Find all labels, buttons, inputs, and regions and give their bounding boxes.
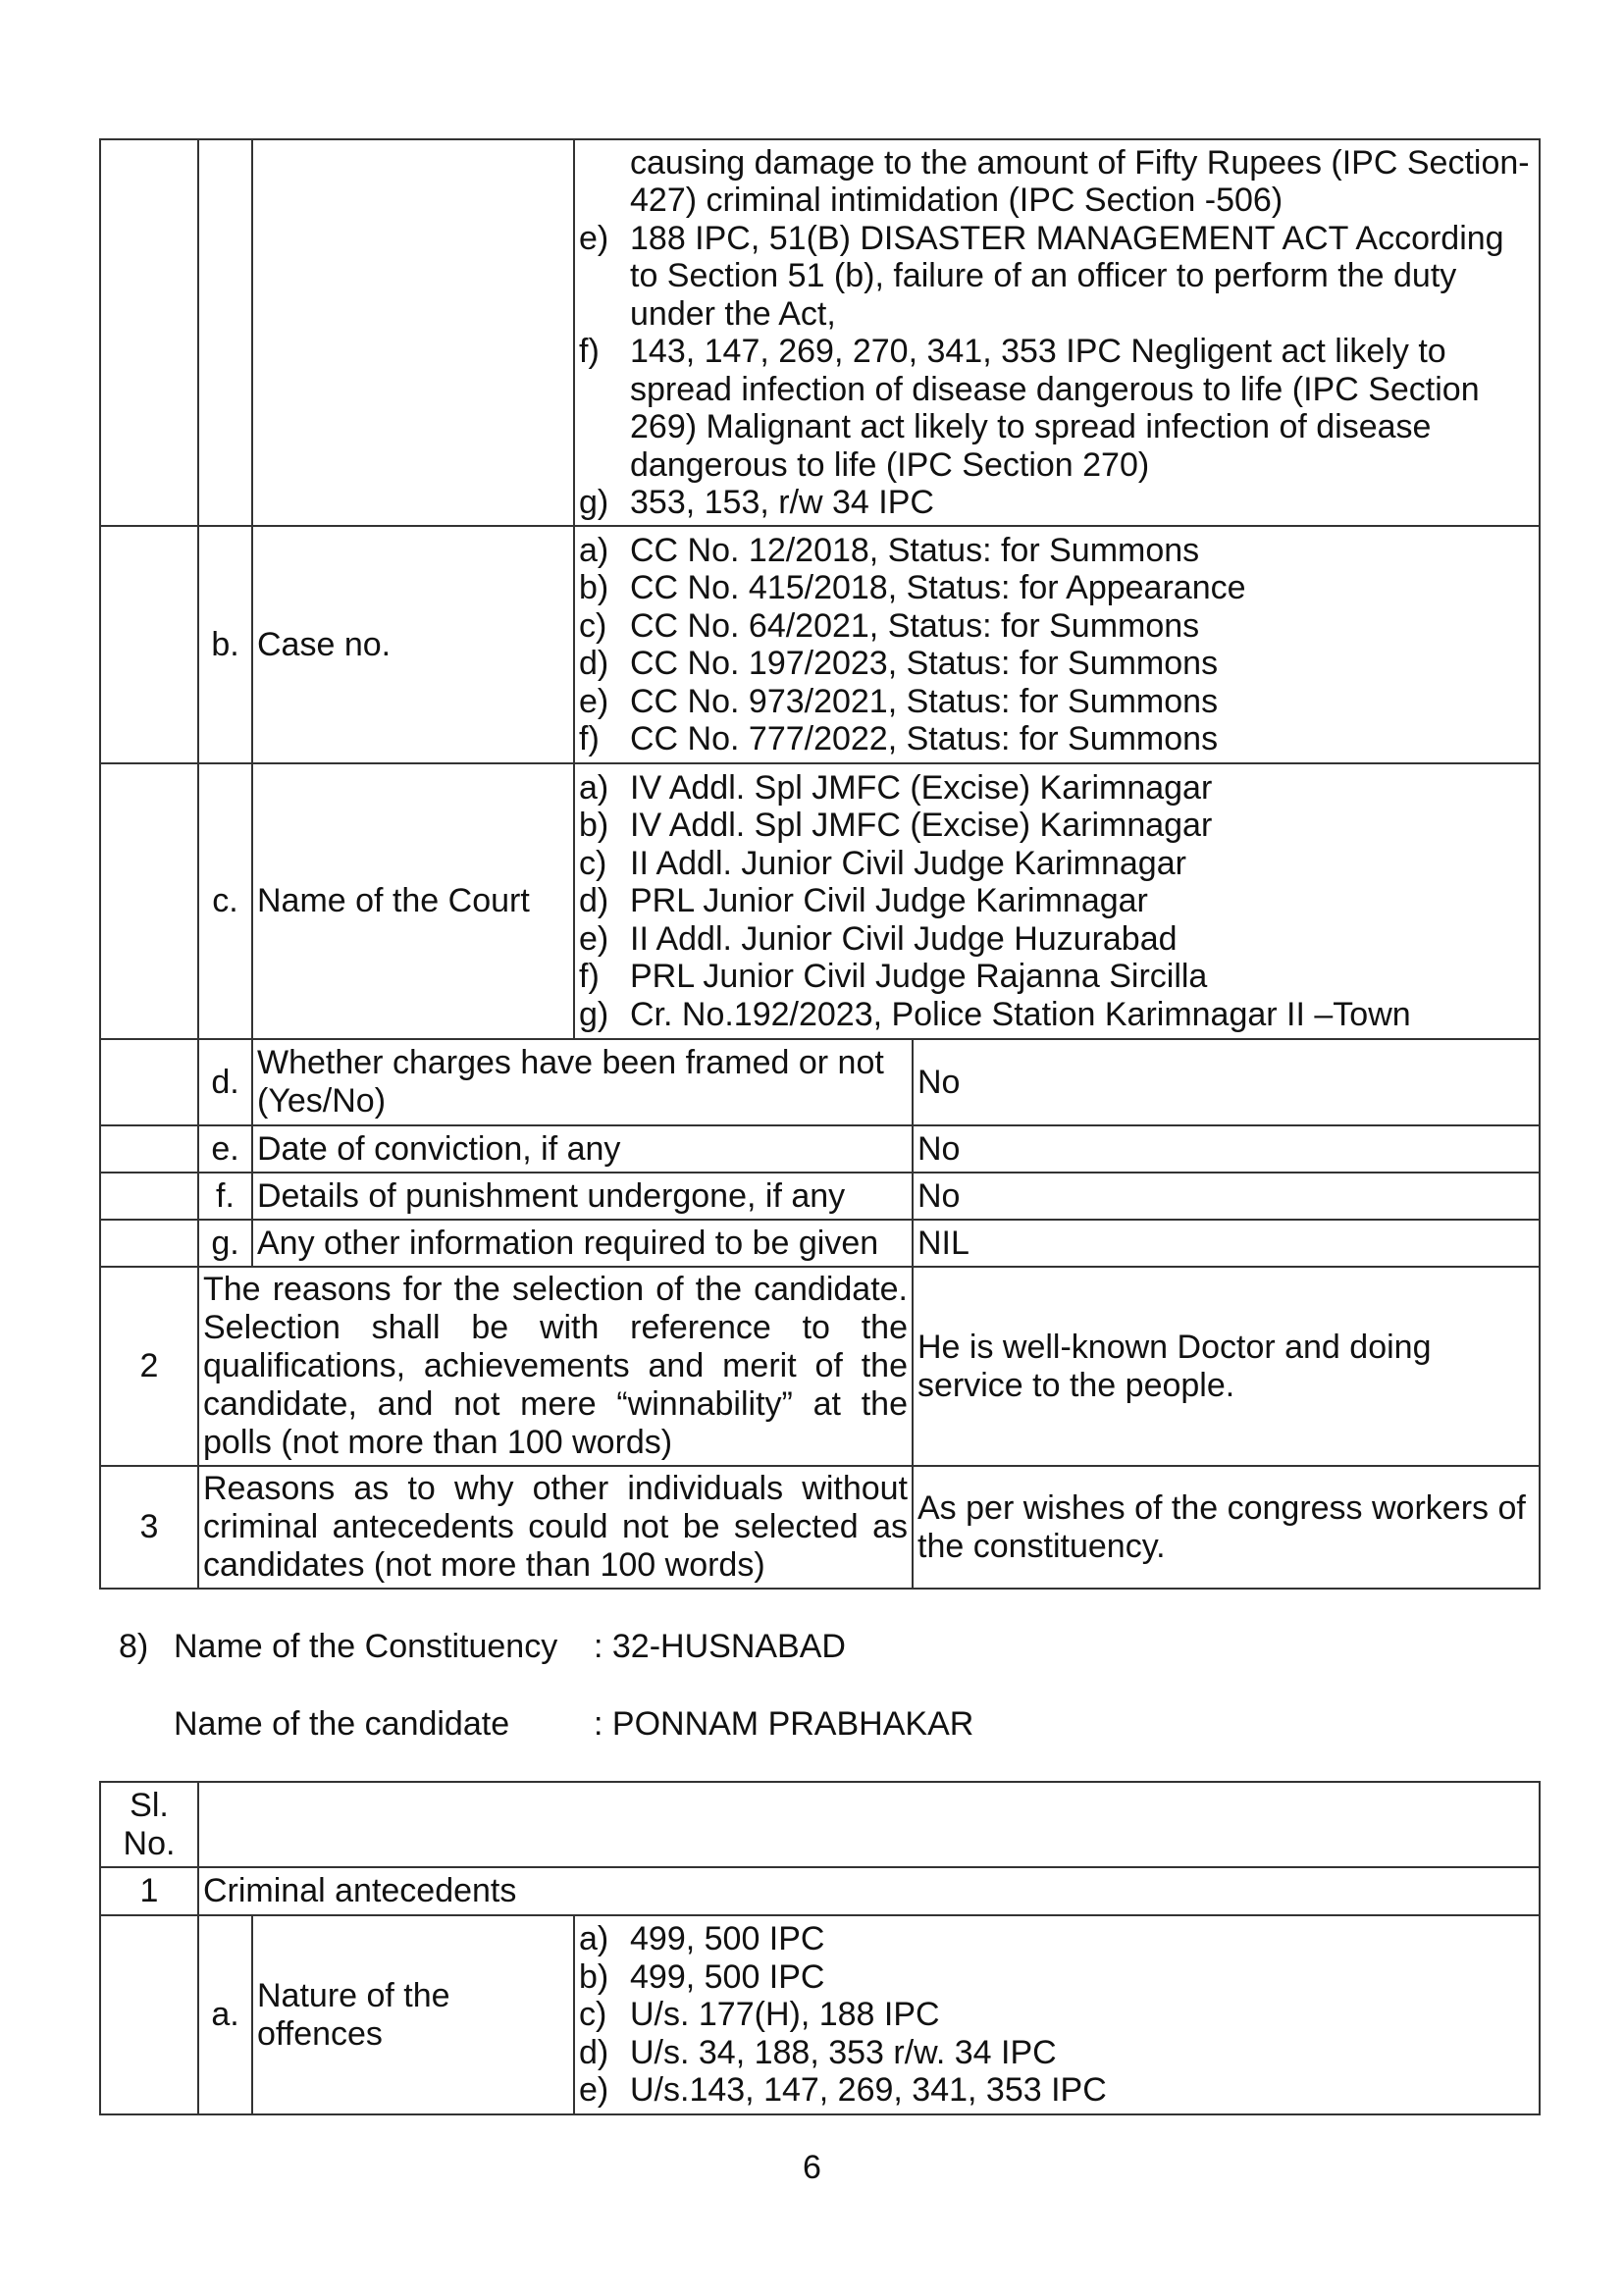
list-item — [579, 484, 1535, 522]
table-row — [100, 1220, 1540, 1267]
list-item — [579, 958, 1535, 996]
constituency-value: : 32-HUSNABAD — [594, 1628, 846, 1665]
list-marker: f) — [579, 958, 600, 996]
constituency-label: Name of the Constituency — [174, 1628, 558, 1665]
candidate-value: : PONNAM PRABHAKAR — [594, 1705, 974, 1743]
list-marker: b) — [579, 807, 609, 845]
list-item — [579, 569, 1535, 607]
table-row — [100, 1915, 1540, 2114]
row-label: e. — [198, 1125, 252, 1173]
row-value: No — [913, 1125, 1540, 1173]
table-row — [100, 763, 1540, 1039]
row-title: Details of punishment undergone, if any — [252, 1173, 913, 1220]
list-text: U/s.143, 147, 269, 341, 353 IPC — [630, 2071, 1107, 2110]
cell-empty — [100, 763, 198, 1039]
row-label: f. — [198, 1173, 252, 1220]
table-row — [100, 1867, 1540, 1915]
table-row — [100, 1466, 1540, 1589]
criminal-antecedents-table-1 — [99, 138, 1541, 1590]
list-text: 353, 153, r/w 34 IPC — [630, 484, 934, 521]
row-label: g. — [198, 1220, 252, 1267]
court-list — [579, 769, 1535, 1034]
case-list — [579, 532, 1535, 758]
table-row — [100, 1125, 1540, 1173]
list-item — [579, 807, 1535, 845]
row-title: Case no. — [252, 526, 574, 763]
case-list-cell — [574, 526, 1540, 763]
list-item — [579, 683, 1535, 721]
list-text: U/s. 34, 188, 353 r/w. 34 IPC — [630, 2033, 1057, 2071]
offences-list — [579, 1920, 1535, 2110]
slno-header: Sl. No. — [100, 1782, 198, 1867]
row-title: Any other information required to be given — [252, 1220, 913, 1267]
list-text: CC No. 12/2018, Status: for Summons — [630, 531, 1200, 569]
list-item — [579, 1920, 1535, 1958]
list-text: Cr. No.192/2023, Police Station Karimnagar II –Town — [630, 995, 1411, 1033]
list-item — [579, 645, 1535, 683]
list-item — [579, 532, 1535, 570]
cell-empty — [100, 1125, 198, 1173]
list-text: causing damage to the amount of Fifty Rupees (IPC Section-427) criminal intimidation (IPC Section -506) — [630, 143, 1530, 219]
row-label: b. — [198, 526, 252, 763]
cell-empty — [100, 1039, 198, 1125]
list-marker: f) — [579, 333, 600, 370]
row-value: NIL — [913, 1220, 1540, 1267]
row-value: No — [913, 1039, 1540, 1125]
list-item — [579, 845, 1535, 883]
table-header-row — [100, 1782, 1540, 1867]
list-text: IV Addl. Spl JMFC (Excise) Karimnagar — [630, 768, 1213, 807]
row-title: Criminal antecedents — [198, 1867, 1540, 1915]
list-marker: e) — [579, 219, 609, 257]
list-text: IV Addl. Spl JMFC (Excise) Karimnagar — [630, 807, 1213, 845]
selection-reason-question: The reasons for the selection of the candidate. Selection shall be with reference to the qualifications, achievements and merit of the candidate, and not mere “winnability” at the polls (not more than 100 words) — [198, 1267, 913, 1466]
list-marker: a) — [579, 1920, 609, 1958]
list-item — [579, 769, 1535, 808]
list-text: CC No. 777/2022, Status: for Summons — [630, 720, 1219, 757]
list-item — [579, 1958, 1535, 1997]
row-title: Name of the Court — [252, 763, 574, 1039]
section-number: 8) — [119, 1628, 149, 1665]
list-item — [579, 1996, 1535, 2034]
row-title: Whether charges have been framed or not (Yes/No) — [252, 1039, 913, 1125]
candidate-label: Name of the candidate — [174, 1705, 510, 1743]
row-number: 2 — [100, 1267, 198, 1466]
list-marker — [579, 144, 630, 220]
table-row — [100, 1267, 1540, 1466]
row-title: Nature of the offences — [252, 1915, 574, 2114]
list-marker: e) — [579, 2071, 609, 2110]
list-marker: d) — [579, 882, 609, 920]
list-text: U/s. 177(H), 188 IPC — [630, 1996, 940, 2034]
list-item — [579, 720, 1535, 758]
list-marker: c) — [579, 1996, 607, 2034]
cell-empty — [198, 139, 252, 526]
table-row — [100, 526, 1540, 763]
list-marker: b) — [579, 569, 609, 606]
row-label: a. — [198, 1915, 252, 2114]
list-text: 499, 500 IPC — [630, 1920, 825, 1958]
offences-list — [579, 144, 1535, 522]
list-item — [579, 220, 1535, 334]
selection-reason-answer: He is well-known Doctor and doing service to the people. — [913, 1267, 1540, 1466]
table-row — [100, 1173, 1540, 1220]
offences-list-cell — [574, 1915, 1540, 2114]
list-text: CC No. 197/2023, Status: for Summons — [630, 645, 1219, 682]
row-label: c. — [198, 763, 252, 1039]
list-item — [579, 920, 1535, 959]
offences-list-cell — [574, 139, 1540, 526]
row-title: Date of conviction, if any — [252, 1125, 913, 1173]
list-marker: c) — [579, 606, 607, 645]
list-item — [579, 996, 1535, 1034]
cell-empty — [198, 1782, 1540, 1867]
other-individuals-answer: As per wishes of the congress workers of the constituency. — [913, 1466, 1540, 1589]
list-marker: g) — [579, 484, 609, 521]
list-item — [579, 2034, 1535, 2072]
cell-empty — [252, 139, 574, 526]
list-text: 143, 147, 269, 270, 341, 353 IPC Negligent act likely to spread infection of disease dangerous to life (IPC Section 269) Malignant act likely to spread infection of disease dangerous to life (IPC Section 270) — [630, 333, 1480, 484]
list-item — [579, 882, 1535, 920]
row-value: No — [913, 1173, 1540, 1220]
list-text: CC No. 64/2021, Status: for Summons — [630, 606, 1200, 645]
list-text: PRL Junior Civil Judge Rajanna Sircilla — [630, 958, 1208, 996]
list-marker: d) — [579, 645, 609, 682]
list-item — [579, 2071, 1535, 2110]
list-marker: f) — [579, 720, 600, 757]
other-individuals-question: Reasons as to why other individuals without criminal antecedents could not be selected as candidates (not more than 100 words) — [198, 1466, 913, 1589]
cell-empty — [100, 526, 198, 763]
court-list-cell — [574, 763, 1540, 1039]
list-item — [579, 144, 1535, 220]
row-number: 3 — [100, 1466, 198, 1589]
table-row — [100, 1039, 1540, 1125]
list-marker: d) — [579, 2033, 609, 2071]
row-number: 1 — [100, 1867, 198, 1915]
cell-empty — [100, 1173, 198, 1220]
list-text: CC No. 415/2018, Status: for Appearance — [630, 569, 1246, 606]
list-text: II Addl. Junior Civil Judge Huzurabad — [630, 919, 1178, 958]
list-item — [579, 333, 1535, 484]
list-text: PRL Junior Civil Judge Karimnagar — [630, 882, 1148, 920]
cell-empty — [100, 139, 198, 526]
criminal-antecedents-table-2 — [99, 1781, 1541, 2115]
list-text: CC No. 973/2021, Status: for Summons — [630, 682, 1219, 720]
list-marker: c) — [579, 844, 607, 882]
list-marker: e) — [579, 919, 609, 958]
cell-empty — [100, 1915, 198, 2114]
list-marker: e) — [579, 682, 609, 720]
list-text: 499, 500 IPC — [630, 1957, 825, 1996]
list-text: II Addl. Junior Civil Judge Karimnagar — [630, 844, 1186, 882]
list-text: 188 IPC, 51(B) DISASTER MANAGEMENT ACT According to Section 51 (b), failure of an officer to perform the duty under the Act, — [630, 219, 1504, 333]
list-marker: a) — [579, 531, 609, 569]
list-item — [579, 607, 1535, 646]
list-marker: g) — [579, 995, 609, 1033]
page-number: 6 — [803, 2149, 821, 2186]
cell-empty — [100, 1220, 198, 1267]
row-label: d. — [198, 1039, 252, 1125]
table-row — [100, 139, 1540, 526]
list-marker: a) — [579, 768, 609, 807]
list-marker: b) — [579, 1957, 609, 1996]
